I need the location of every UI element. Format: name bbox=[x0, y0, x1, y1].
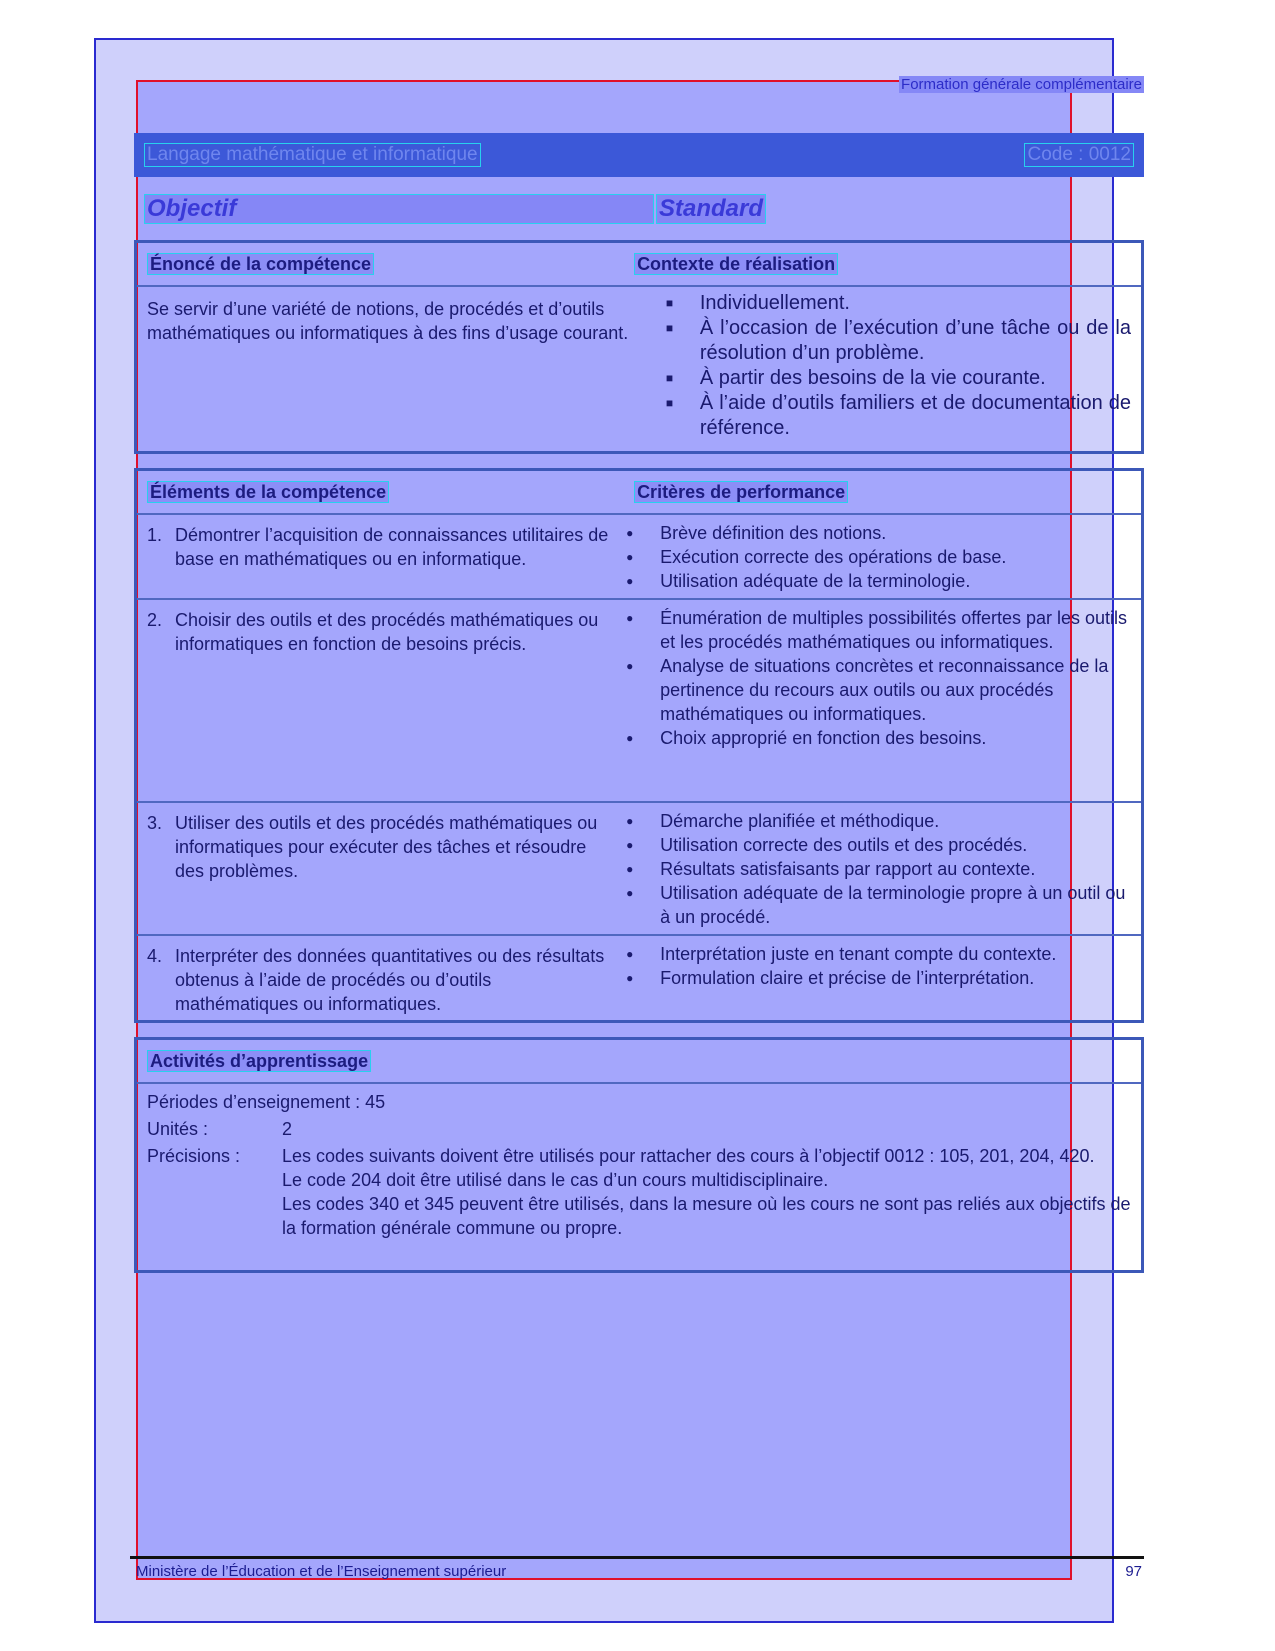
objective-row bbox=[144, 194, 1134, 222]
list-item: ● Exécution correcte des opérations de base. bbox=[626, 547, 1007, 567]
context-list bbox=[664, 291, 1131, 441]
criteria-heading: Critères de performance bbox=[634, 481, 848, 503]
element-row-3: 3. Utiliser des outils et des procédés mathématiques ou informatiques pour exécuter des tâches et résoudre des problèmes. ● Démarche planifiée et méthodique. ● Utilisation correcte des outils et des procédés. ● Résultats satisfaisants par rapport au contexte. ● Utilisation adéquate de la terminologie propre à un outil ou à un procédé. bbox=[137, 803, 1141, 936]
element-row-4: 4. Interpréter des données quantitatives ou des résultats obtenus à l’aide de procédés ou d’outils mathématiques ou informatiques. ● Interprétation juste en tenant compte du contexte. ● Formulation claire et précise de l’interprétation. bbox=[137, 936, 1141, 1020]
criteria-list bbox=[624, 521, 1131, 593]
list-item: ● Résultats satisfaisants par rapport au contexte. bbox=[626, 859, 1036, 879]
periods-label: Périodes d’enseignement : bbox=[147, 1092, 361, 1112]
precisions-label: Précisions : bbox=[147, 1146, 241, 1166]
elements-heading: Éléments de la compétence bbox=[147, 481, 389, 503]
list-item: ● Analyse de situations concrètes et reconnaissance de la pertinence du recours aux outils ou aux procédés mathématiques ou informatiques. bbox=[626, 656, 1109, 724]
competence-header bbox=[137, 243, 1141, 287]
list-item: ● Démarche planifiée et méthodique. bbox=[626, 811, 940, 831]
competence-statement: Se servir d’une variété de notions, de procédés et d’outils mathématiques ou informatiques à des fins d’usage courant. bbox=[147, 299, 629, 343]
list-item: ● Utilisation adéquate de la terminologie propre à un outil ou à un procédé. bbox=[626, 883, 1126, 927]
list-item: ● Interprétation juste en tenant compte du contexte. bbox=[626, 944, 1057, 964]
precisions-text bbox=[282, 1144, 1131, 1240]
title-bar bbox=[134, 133, 1144, 177]
list-item: ■ Individuellement. bbox=[665, 292, 850, 314]
criteria-list bbox=[624, 809, 1131, 929]
criteria-list bbox=[624, 942, 1131, 990]
periods-value: 45 bbox=[365, 1092, 386, 1112]
list-item: ● Formulation claire et précise de l’interprétation. bbox=[626, 968, 1035, 988]
elements-box bbox=[134, 468, 1144, 1023]
element-text: Utiliser des outils et des procédés mathématiques ou informatiques pour exécuter des tâches et résoudre des problèmes. bbox=[175, 813, 598, 881]
criteria-list bbox=[624, 606, 1131, 750]
list-item: ● Énumération de multiples possibilités offertes par les outils et les procédés mathématiques ou informatiques. bbox=[626, 608, 1128, 652]
list-item: ■ À l’aide d’outils familiers et de documentation de référence. bbox=[665, 392, 1131, 439]
context-heading: Contexte de réalisation bbox=[634, 253, 838, 275]
element-row-2: 2. Choisir des outils et des procédés mathématiques ou informatiques en fonction de besoins précis. ● Énumération de multiples possibilités offertes par les outils et les procédés mathématiques ou informatiques. ● Analyse de situations concrètes et reconnaissance de la pertinence du recours aux outils ou aux procédés mathématiques ou informatiques. ● Choix approprié en fonction des besoins. bbox=[137, 600, 1141, 803]
list-item: ■ À partir des besoins de la vie courante. bbox=[665, 367, 1046, 389]
course-title: Langage mathématique et informatique bbox=[144, 143, 481, 167]
course-code: Code : 0012 bbox=[1024, 143, 1134, 167]
standard-label: Standard bbox=[656, 194, 766, 224]
footer-divider bbox=[130, 1556, 1144, 1559]
list-item: ● Utilisation correcte des outils et des procédés. bbox=[626, 835, 1028, 855]
activities-box bbox=[134, 1037, 1144, 1273]
activities-header bbox=[137, 1040, 1141, 1084]
element-text: Démontrer l’acquisition de connaissances utilitaires de base en mathématiques ou en informatique. bbox=[175, 525, 609, 569]
competence-body bbox=[137, 287, 1141, 447]
document-content bbox=[134, 0, 1144, 1651]
units-label: Unités : bbox=[147, 1119, 209, 1139]
competence-statement-heading: Énoncé de la compétence bbox=[147, 253, 374, 275]
ministry-name: Ministère de l’Éducation et de l’Enseignement supérieur bbox=[136, 1563, 507, 1580]
list-item: ● Utilisation adéquate de la terminologie. bbox=[626, 571, 971, 591]
element-text: Interpréter des données quantitatives ou des résultats obtenus à l’aide de procédés ou d’outils mathématiques ou informatiques. bbox=[175, 946, 605, 1014]
page-number: 97 bbox=[1125, 1563, 1142, 1580]
competence-box bbox=[134, 240, 1144, 454]
objective-label: Objectif bbox=[144, 194, 654, 224]
page-footer bbox=[136, 1563, 1142, 1580]
units-line bbox=[147, 1117, 1131, 1141]
activities-body bbox=[137, 1084, 1141, 1249]
program-header: Formation générale complémentaire bbox=[901, 76, 1142, 93]
units-value: 2 bbox=[282, 1119, 293, 1139]
element-text: Choisir des outils et des procédés mathématiques ou informatiques en fonction de besoins précis. bbox=[175, 610, 599, 654]
precision-item: Les codes 340 et 345 peuvent être utilisés, dans la mesure où les cours ne sont pas reliés aux objectifs de la formation générale commune ou propre. bbox=[282, 1194, 1131, 1238]
elements-header bbox=[137, 471, 1141, 515]
list-item: ■ À l’occasion de l’exécution d’une tâche ou de la résolution d’un problème. bbox=[665, 317, 1131, 364]
precision-item: Le code 204 doit être utilisé dans le cas d’un cours multidisciplinaire. bbox=[282, 1170, 829, 1190]
precisions-line bbox=[147, 1144, 1131, 1240]
element-row-1: 1. Démontrer l’acquisition de connaissances utilitaires de base en mathématiques ou en informatique. ● Brève définition des notions. ● Exécution correcte des opérations de base. ● Utilisation adéquate de la terminologie. bbox=[137, 515, 1141, 600]
list-item: ● Brève définition des notions. bbox=[626, 523, 887, 543]
activities-heading: Activités d’apprentissage bbox=[147, 1050, 371, 1072]
precision-item: Les codes suivants doivent être utilisés pour rattacher des cours à l’objectif 0012 : 105, 201, 204, 420. bbox=[282, 1146, 1095, 1166]
list-item: ● Choix approprié en fonction des besoins. bbox=[626, 728, 987, 748]
periods-line bbox=[147, 1090, 1131, 1114]
